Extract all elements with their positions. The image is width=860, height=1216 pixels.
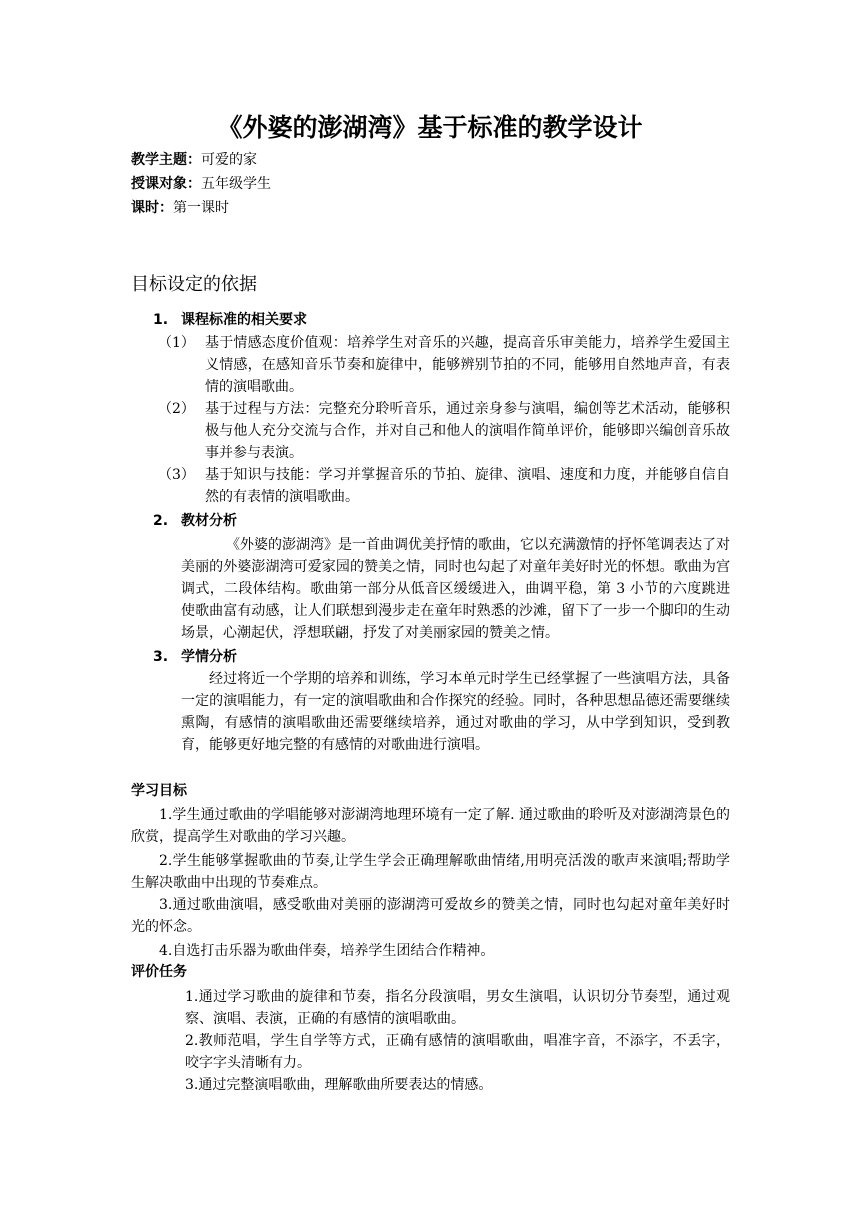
standard-number: （3） [158, 467, 195, 483]
item-material-heading [153, 511, 237, 531]
meta-period-value: 第一课时 [173, 200, 229, 216]
meta-theme: 教学主题：可爱的家 [131, 152, 257, 168]
item-learner-heading [153, 647, 237, 667]
tasks-heading: 评价任务 [131, 964, 187, 980]
meta-period: 课时：第一课时 [131, 200, 229, 216]
meta-audience-label: 授课对象 [131, 176, 187, 192]
standard-number: （1） [158, 335, 195, 351]
item-number: 1. [153, 312, 169, 328]
task-item: 2.教师范唱，学生自学等方式，正确有感情的演唱歌曲，唱准字音，不添字，不丢字，咬字字头清晰有力。 [185, 1033, 730, 1071]
objectives-heading: 学习目标 [131, 783, 187, 799]
document-title: 《外婆的澎湖湾》基于标准的教学设计 [217, 113, 643, 142]
meta-audience: 授课对象：五年级学生 [131, 176, 271, 192]
standard-number: （2） [158, 401, 195, 417]
item-label: 学情分析 [181, 649, 237, 665]
item-standards-heading [153, 310, 307, 330]
item-number: 2. [153, 513, 169, 529]
standard-text: 基于情感态度价值观：培养学生对音乐的兴趣，提高音乐审美能力，培养学生爱国主义情感，在感知音乐节奏和旋律中，能够辨别节拍的不同，能够用自然地声音，有表情的演唱歌曲。 [205, 335, 730, 395]
objective-item: 4.自选打击乐器为歌曲伴奏，培养学生团结合作精神。 [159, 943, 495, 959]
meta-period-label: 课时 [131, 200, 159, 216]
standard-text: 基于过程与方法：完整充分聆听音乐，通过亲身参与演唱，编创等艺术活动，能够积极与他人充分交流与合作，并对自己和他人的演唱作简单评价，能够即兴编创音乐故事并参与表演。 [205, 401, 730, 461]
objective-item: 3.通过歌曲演唱，感受歌曲对美丽的澎湖湾可爱故乡的赞美之情，同时也勾起对童年美好时光的怀念。 [131, 897, 730, 935]
standard-text: 基于知识与技能：学习并掌握音乐的节拍、旋律、演唱、速度和力度，并能够自信自然的有表情的演唱歌曲。 [205, 467, 730, 505]
meta-theme-label: 教学主题 [131, 152, 187, 168]
item-number: 3. [153, 649, 169, 665]
learner-analysis-text: 经过将近一个学期的培养和训练，学习本单元时学生已经掌握了一些演唱方法，具备一定的演唱能力，有一定的演唱歌曲和合作探究的经验。同时，各种思想品德还需要继续熏陶，有感情的演唱歌曲还需要继续培养，通过对歌曲的学习，从中学到知识，受到教育，能够更好地完整的有感情的对歌曲进行演唱。 [181, 671, 730, 753]
objective-item: 1.学生通过歌曲的学唱能够对澎湖湾地理环境有一定了解. 通过歌曲的聆听及对澎湖湾景色的欣赏，提高学生对歌曲的学习兴趣。 [131, 807, 730, 845]
meta-theme-value: 可爱的家 [201, 152, 257, 168]
item-label: 课程标准的相关要求 [181, 312, 307, 328]
task-item: 3.通过完整演唱歌曲，理解歌曲所要表达的情感。 [185, 1077, 493, 1093]
item-label: 教材分析 [181, 513, 237, 529]
meta-audience-value: 五年级学生 [201, 176, 271, 192]
material-analysis-text: 《外婆的澎湖湾》是一首曲调优美抒情的歌曲，它以充满激情的抒怀笔调表达了对美丽的外婆澎湖湾可爱家园的赞美之情，同时也勾起了对童年美好时光的怀想。歌曲为宫调式，二段体结构。歌曲第一部分从低音区缓缓进入，曲调平稳，第 3 小节的六度跳进使歌曲富有动感，让人们联想到漫步走在童年时熟悉的沙滩，留下了一步一个脚印的生动场景，心潮起伏，浮想联翩，抒发了对美丽家园的赞美之情。 [181, 537, 730, 641]
objective-item: 2.学生能够掌握歌曲的节奏,让学生学会正确理解歌曲情绪,用明亮活泼的歌声来演唱;帮助学生解决歌曲中出现的节奏难点。 [131, 853, 730, 891]
task-item: 1.通过学习歌曲的旋律和节奏，指名分段演唱，男女生演唱，认识切分节奏型，通过观察、演唱、表演，正确的有感情的演唱歌曲。 [185, 989, 730, 1027]
section-heading: 目标设定的依据 [131, 274, 257, 295]
